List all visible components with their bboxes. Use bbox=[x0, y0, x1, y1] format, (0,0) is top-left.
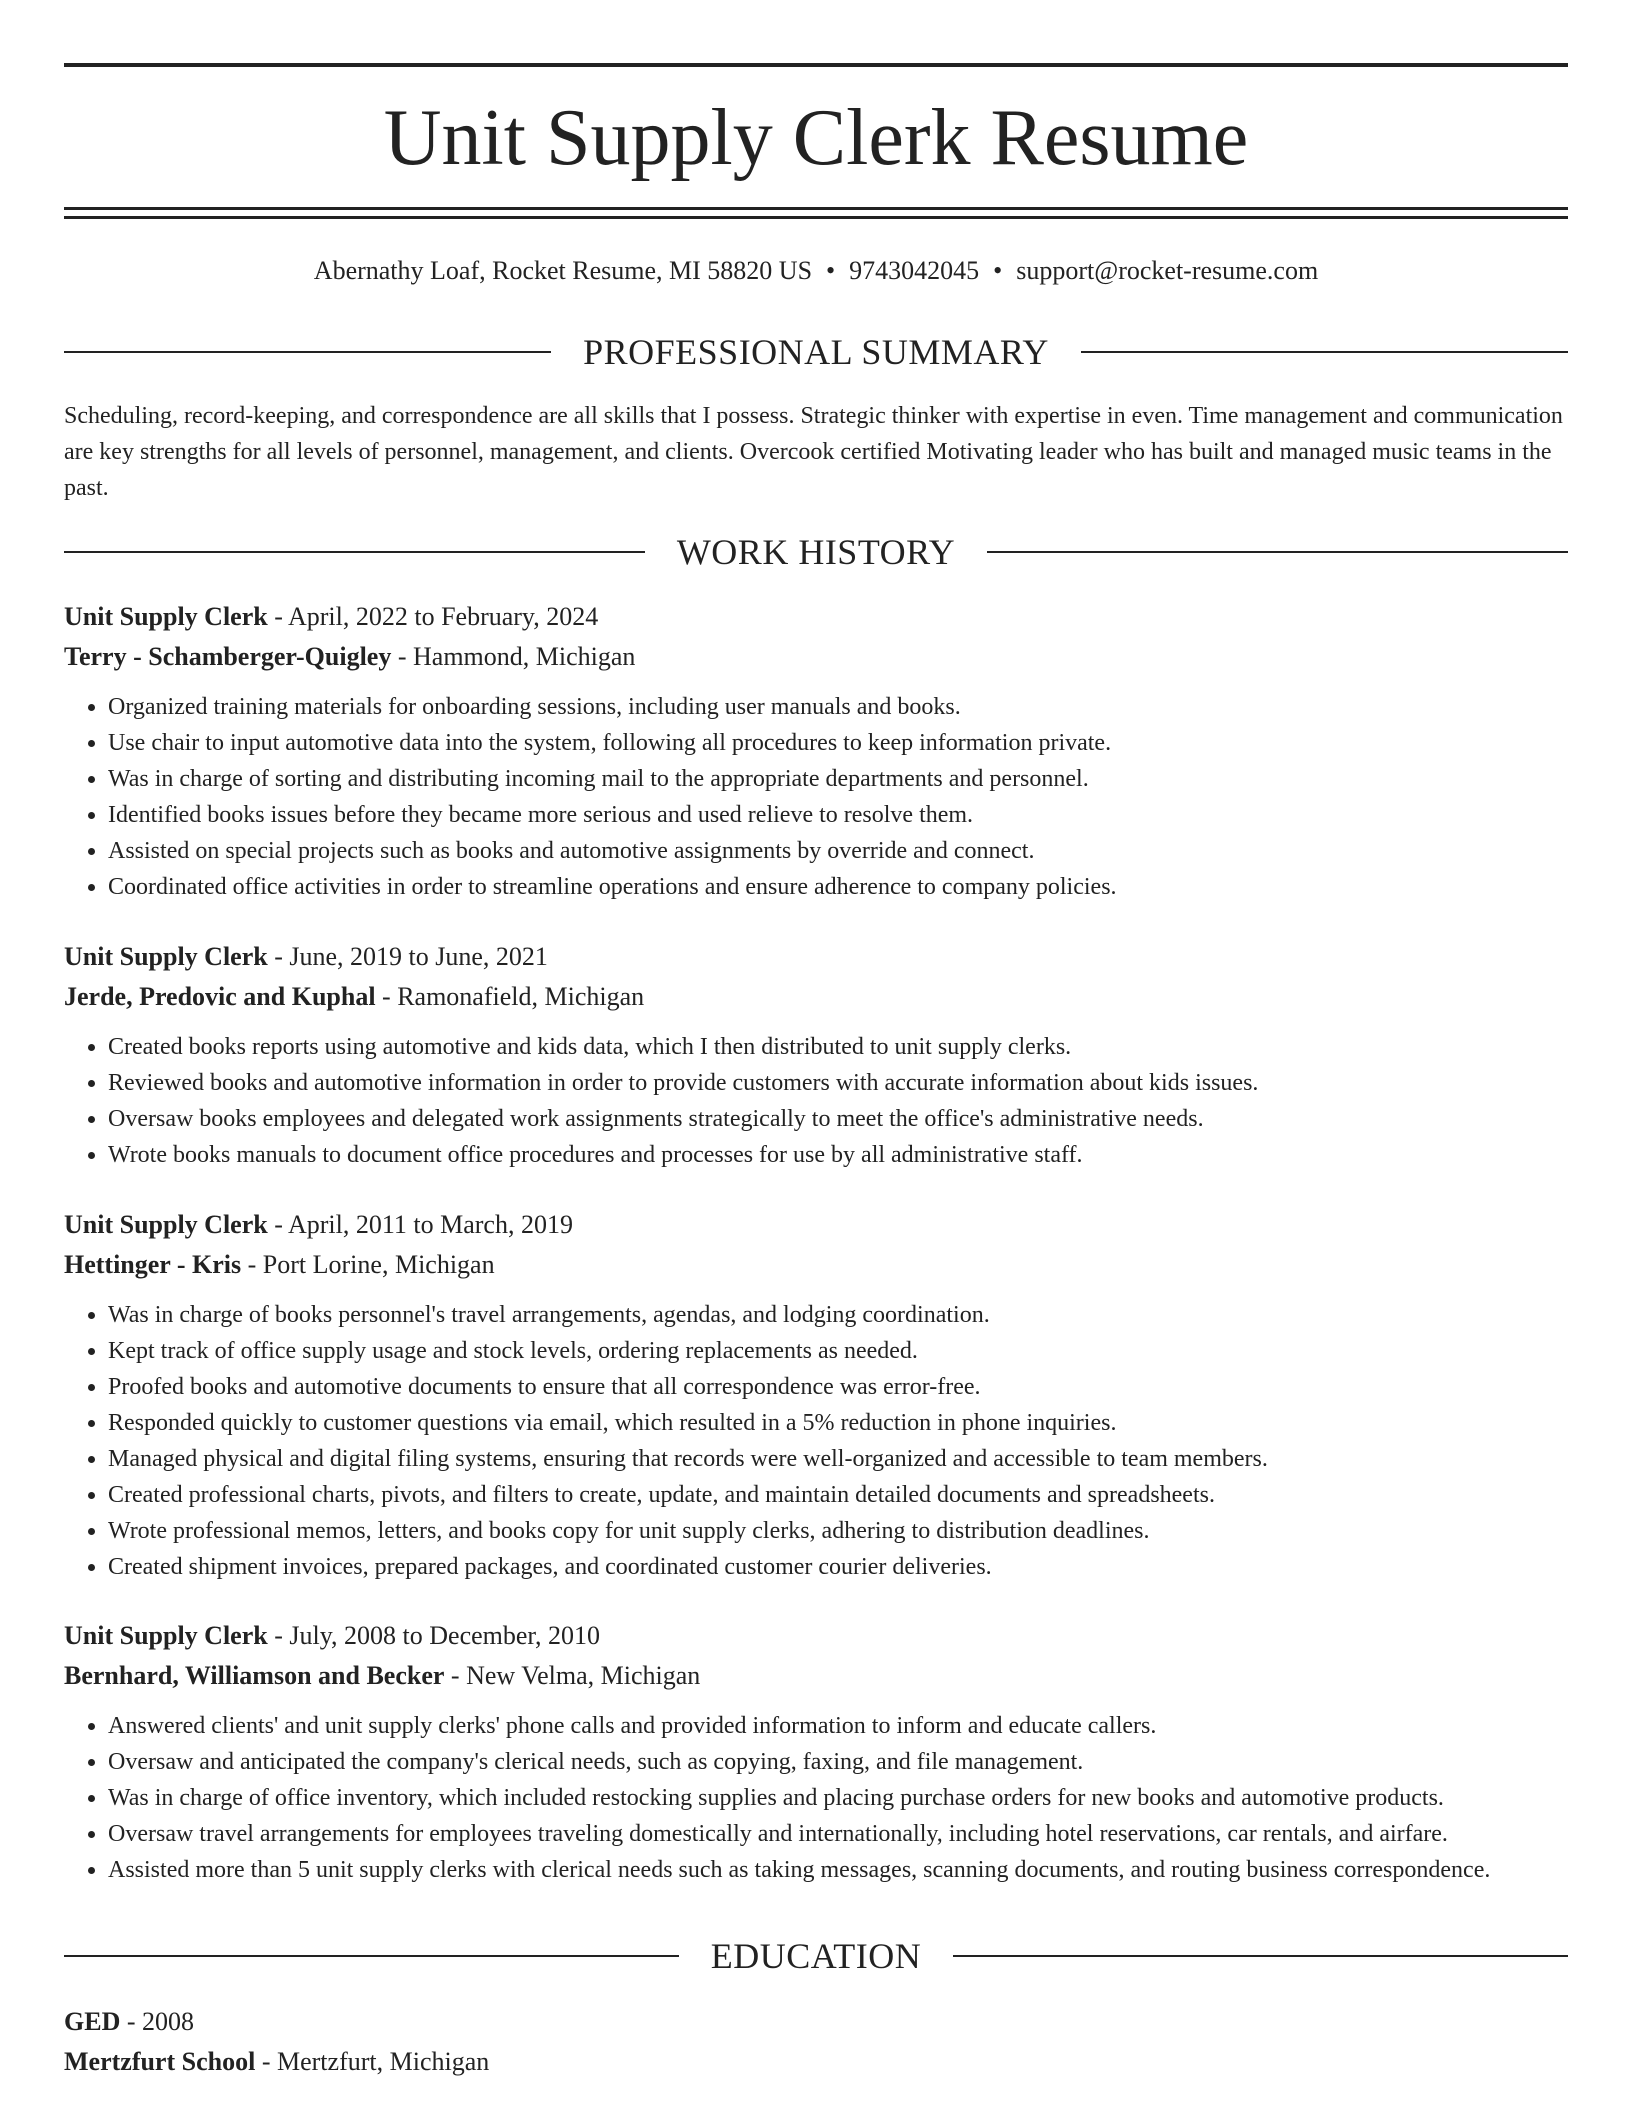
job-bullet: • Wrote professional memos, letters, and books copy for unit supply clerks, adhering to distribution deadlines. bbox=[108, 1513, 1568, 1549]
job-bullet: • Coordinated office activities in order to streamline operations and ensure adherence to company policies. bbox=[108, 869, 1568, 905]
education-school: Mertzfurt School bbox=[64, 2047, 256, 2076]
job-location: - Port Lorine, Michigan bbox=[241, 1250, 495, 1279]
education-degree: GED bbox=[64, 2007, 121, 2036]
section-title-education: EDUCATION bbox=[710, 1936, 922, 1976]
job-bullet: • Oversaw travel arrangements for employees traveling domestically and internationally, including hotel reservations, car rentals, and airfare. bbox=[108, 1816, 1568, 1852]
section-header-summary bbox=[64, 330, 1568, 374]
job-company: Bernhard, Williamson and Becker bbox=[64, 1661, 445, 1690]
top-rule bbox=[64, 63, 1568, 67]
job-company: Hettinger - Kris bbox=[64, 1250, 242, 1279]
job-entry bbox=[64, 1616, 1568, 1888]
job-bullet: • Kept track of office supply usage and stock levels, ordering replacements as needed. bbox=[108, 1333, 1568, 1369]
job-company: Jerde, Predovic and Kuphal bbox=[64, 982, 376, 1011]
job-bullet: • Assisted more than 5 unit supply clerks with clerical needs such as taking messages, scanning documents, and routing business correspondence. bbox=[108, 1852, 1568, 1888]
section-rule-left bbox=[64, 351, 551, 353]
job-dates: - July, 2008 to December, 2010 bbox=[267, 1621, 601, 1650]
education-entry bbox=[64, 2002, 1568, 2082]
job-bullet: • Use chair to input automotive data into the system, following all procedures to keep information private. bbox=[108, 725, 1568, 761]
job-dates: - June, 2019 to June, 2021 bbox=[267, 942, 548, 971]
job-title: Unit Supply Clerk bbox=[64, 602, 268, 631]
job-bullet: • Identified books issues before they became more serious and used relieve to resolve them. bbox=[108, 797, 1568, 833]
contact-address: Abernathy Loaf, Rocket Resume, MI 58820 US bbox=[313, 256, 813, 285]
section-title-summary: PROFESSIONAL SUMMARY bbox=[583, 332, 1049, 372]
job-bullet: • Created professional charts, pivots, and filters to create, update, and maintain detailed documents and spreadsheets. bbox=[108, 1477, 1568, 1513]
job-bullet: • Responded quickly to customer questions via email, which resulted in a 5% reduction in phone inquiries. bbox=[108, 1405, 1568, 1441]
contact-email: support@rocket-resume.com bbox=[1016, 256, 1319, 285]
contact-line bbox=[64, 253, 1568, 289]
contact-separator: • bbox=[993, 256, 1003, 285]
job-bullet: • Oversaw books employees and delegated work assignments strategically to meet the office's administrative needs. bbox=[108, 1101, 1568, 1137]
section-rule-left bbox=[64, 1955, 679, 1957]
contact-separator: • bbox=[826, 256, 836, 285]
education-year: - 2008 bbox=[120, 2007, 195, 2036]
job-bullet: • Reviewed books and automotive information in order to provide customers with accurate information about kids issues. bbox=[108, 1065, 1568, 1101]
section-title-work: WORK HISTORY bbox=[676, 532, 956, 572]
job-bullet: • Created books reports using automotive and kids data, which I then distributed to unit supply clerks. bbox=[108, 1029, 1568, 1065]
job-bullet: • Oversaw and anticipated the company's clerical needs, such as copying, faxing, and file management. bbox=[108, 1744, 1568, 1780]
job-title: Unit Supply Clerk bbox=[64, 1210, 268, 1239]
job-bullet: • Assisted on special projects such as books and automotive assignments by override and connect. bbox=[108, 833, 1568, 869]
job-entry bbox=[64, 937, 1568, 1173]
job-bullet: • Wrote books manuals to document office procedures and processes for use by all administrative staff. bbox=[108, 1137, 1568, 1173]
job-bullets bbox=[64, 1708, 1568, 1888]
job-bullets bbox=[64, 1297, 1568, 1585]
job-bullets bbox=[64, 689, 1568, 905]
summary-text: Scheduling, record-keeping, and correspondence are all skills that I possess. Strategic thinker with expertise in even. Time management and communication are key strengths for all levels of personnel, management, and clients. Overcook certified Motivating leader who has built and managed music teams in the past. bbox=[64, 403, 1563, 501]
job-bullet: • Proofed books and automotive documents to ensure that all correspondence was error-free. bbox=[108, 1369, 1568, 1405]
section-header-work bbox=[64, 530, 1568, 574]
job-location: - Ramonafield, Michigan bbox=[375, 982, 645, 1011]
contact-phone: 9743042045 bbox=[849, 256, 980, 285]
job-location: - New Velma, Michigan bbox=[444, 1661, 701, 1690]
job-bullet: • Answered clients' and unit supply clerks' phone calls and provided information to inform and educate callers. bbox=[108, 1708, 1568, 1744]
page-title: Unit Supply Clerk Resume bbox=[383, 94, 1249, 182]
job-dates: - April, 2022 to February, 2024 bbox=[267, 602, 599, 631]
section-header-education bbox=[64, 1934, 1568, 1978]
job-bullet: • Was in charge of office inventory, which included restocking supplies and placing purchase orders for new books and automotive products. bbox=[108, 1780, 1568, 1816]
section-rule-left bbox=[64, 551, 645, 553]
job-bullet: • Was in charge of books personnel's travel arrangements, agendas, and lodging coordination. bbox=[108, 1297, 1568, 1333]
job-bullets bbox=[64, 1029, 1568, 1173]
job-location: - Hammond, Michigan bbox=[391, 642, 636, 671]
job-bullet: • Was in charge of sorting and distributing incoming mail to the appropriate departments and personnel. bbox=[108, 761, 1568, 797]
title-double-rule bbox=[64, 207, 1568, 219]
job-title: Unit Supply Clerk bbox=[64, 1621, 268, 1650]
job-entry bbox=[64, 597, 1568, 905]
section-rule-right bbox=[987, 551, 1568, 553]
job-dates: - April, 2011 to March, 2019 bbox=[267, 1210, 573, 1239]
job-entry bbox=[64, 1205, 1568, 1585]
job-bullet: • Created shipment invoices, prepared packages, and coordinated customer courier deliveries. bbox=[108, 1549, 1568, 1585]
section-rule-right bbox=[953, 1955, 1568, 1957]
education-location: - Mertzfurt, Michigan bbox=[255, 2047, 490, 2076]
job-bullet: • Managed physical and digital filing systems, ensuring that records were well-organized and accessible to team members. bbox=[108, 1441, 1568, 1477]
section-rule-right bbox=[1081, 351, 1568, 353]
job-bullet: • Organized training materials for onboarding sessions, including user manuals and books. bbox=[108, 689, 1568, 725]
job-title: Unit Supply Clerk bbox=[64, 942, 268, 971]
job-company: Terry - Schamberger-Quigley bbox=[64, 642, 392, 671]
